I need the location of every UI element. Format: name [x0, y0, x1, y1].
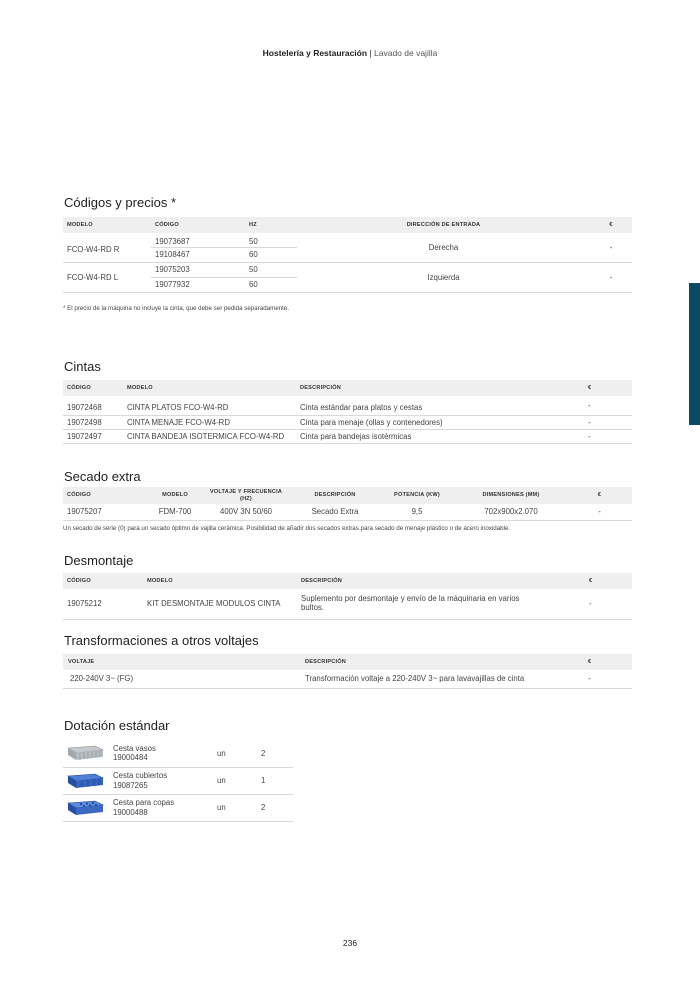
- item-qty: 2: [259, 740, 293, 767]
- table-row: [63, 396, 632, 415]
- direccion-cell: Derecha: [297, 233, 590, 262]
- col-header: €: [585, 573, 632, 589]
- col-header: DESCRIPCIÓN: [297, 573, 585, 589]
- table-row: [63, 233, 632, 247]
- voltaje-cell: 400V 3N 50/60: [201, 504, 291, 520]
- item-code: 19087265: [113, 780, 148, 790]
- price-cell: -: [584, 670, 632, 688]
- table-row: [63, 767, 293, 794]
- price-cell: -: [590, 262, 632, 292]
- col-header: DIMENSIONES (MM): [455, 487, 567, 504]
- col-header: VOLTAJE: [63, 654, 301, 670]
- modelo-cell: FDM-700: [149, 504, 201, 520]
- transformaciones-table: [63, 654, 632, 689]
- item-unit: un: [215, 794, 259, 821]
- item-unit: un: [215, 740, 259, 767]
- hz-cell: 50: [245, 262, 297, 277]
- cintas-table: [63, 380, 632, 444]
- dotacion-table: [63, 740, 293, 822]
- table-row: [63, 794, 293, 821]
- codigo-cell: 19108467: [151, 247, 245, 262]
- col-header: CÓDIGO: [63, 380, 123, 396]
- descripcion-cell: Secado Extra: [291, 504, 379, 520]
- modelo-cell: KIT DESMONTAJE MODULOS CINTA: [143, 589, 297, 619]
- hz-cell: 60: [245, 277, 297, 292]
- table-row: [63, 415, 632, 429]
- blue-basket-icon: [63, 794, 111, 821]
- item-qty: 2: [259, 794, 293, 821]
- table-row: [63, 429, 632, 443]
- item-name: Cesta vasos: [113, 743, 156, 753]
- descripcion-cell: Cinta estándar para platos y cestas: [296, 396, 584, 415]
- col-header: €: [567, 487, 632, 504]
- codigo-cell: 19072468: [63, 396, 123, 415]
- modelo-cell: CINTA MENAJE FCO-W4-RD: [123, 415, 296, 429]
- table-header-row: [63, 654, 632, 670]
- secado-table: [63, 487, 632, 521]
- codigo-cell: 19073687: [151, 233, 245, 247]
- item-name: Cesta para copas: [113, 797, 175, 807]
- codigo-cell: 19072497: [63, 429, 123, 443]
- transformaciones-title: Transformaciones a otros voltajes: [64, 633, 259, 648]
- item-code: 19000484: [113, 753, 148, 763]
- col-header: MODELO: [143, 573, 297, 589]
- hz-cell: 60: [245, 247, 297, 262]
- table-row: [63, 589, 632, 619]
- desmontaje-title: Desmontaje: [64, 553, 134, 568]
- page-number: 236: [342, 938, 358, 948]
- descripcion-cell: Cinta para bandejas isotérmicas: [296, 429, 584, 443]
- codigos-table: [63, 217, 632, 293]
- col-header: CÓDIGO: [63, 573, 143, 589]
- item-name: Cesta cubiertos: [113, 770, 168, 780]
- col-header: VOLTAJE Y FRECUENCIA (HZ): [201, 487, 291, 504]
- table-row: [63, 740, 293, 767]
- col-header: MODELO: [123, 380, 296, 396]
- codigo-cell: 19075203: [151, 262, 245, 277]
- blue-basket-icon: [63, 767, 111, 794]
- header-section: Hostelería y Restauración: [262, 48, 368, 58]
- secado-title: Secado extra: [64, 469, 141, 484]
- col-header: DESCRIPCIÓN: [291, 487, 379, 504]
- col-header: DIRECCIÓN DE ENTRADA: [297, 217, 590, 233]
- col-header: €: [590, 217, 632, 233]
- modelo-cell: FCO-W4-RD R: [63, 233, 151, 262]
- table-row: [63, 504, 632, 520]
- col-header: CÓDIGO: [151, 217, 245, 233]
- col-header: DESCRIPCIÓN: [301, 654, 584, 670]
- price-cell: -: [584, 429, 632, 443]
- item-qty: 1: [259, 767, 293, 794]
- table-row: [63, 670, 632, 688]
- table-header-row: [63, 487, 632, 504]
- col-header: €: [584, 380, 632, 396]
- price-cell: -: [584, 415, 632, 429]
- price-cell: -: [590, 233, 632, 262]
- codigo-cell: 19075212: [63, 589, 143, 619]
- col-header: MODELO: [149, 487, 201, 504]
- codigo-cell: 19075207: [63, 504, 149, 520]
- descripcion-cell: Cinta para menaje (ollas y contenedores): [296, 415, 584, 429]
- codigo-cell: 19077932: [151, 277, 245, 292]
- item-name-cell: [111, 767, 215, 794]
- modelo-cell: FCO-W4-RD L: [63, 262, 151, 292]
- descripcion-cell: Transformación voltaje a 220-240V 3~ para lavavajillas de cinta: [301, 670, 584, 688]
- dimensiones-cell: 702x900x2.070: [455, 504, 567, 520]
- section-side-tab: [689, 283, 700, 425]
- page-header: [0, 48, 700, 58]
- table-header-row: [63, 217, 632, 233]
- table-row: [63, 262, 632, 277]
- price-cell: -: [585, 589, 632, 619]
- potencia-cell: 9,5: [379, 504, 455, 520]
- item-name-cell: [111, 740, 215, 767]
- table-header-row: [63, 573, 632, 589]
- col-header: DESCRIPCIÓN: [296, 380, 584, 396]
- direccion-cell: Izquierda: [297, 262, 590, 292]
- header-separator: |: [369, 48, 372, 58]
- codigo-cell: 19072498: [63, 415, 123, 429]
- item-name-cell: [111, 794, 215, 821]
- cintas-title: Cintas: [64, 359, 101, 374]
- col-header: MODELO: [63, 217, 151, 233]
- col-header: HZ: [245, 217, 297, 233]
- item-code: 19000488: [113, 807, 148, 817]
- hz-cell: 50: [245, 233, 297, 247]
- item-unit: un: [215, 767, 259, 794]
- secado-note: Un secado de serie (0) para un secado óptimo de vajilla cerámica. Posibilidad de añadir dos secados extras para secado de menaje plástico o de acero inoxidable.: [63, 525, 511, 532]
- codigos-note: * El precio de la máquina no incluye la cinta, que debe ser pedida separadamente.: [63, 305, 289, 312]
- descripcion-cell: Suplemento por desmontaje y envío de la máquinaria en varios bultos.: [297, 589, 585, 619]
- desmontaje-table: [63, 573, 632, 620]
- col-header: €: [584, 654, 632, 670]
- col-header: POTENCIA (KW): [379, 487, 455, 504]
- header-subsection: Lavado de vajilla: [374, 48, 438, 58]
- dotacion-title: Dotación estándar: [64, 718, 170, 733]
- codigos-title: Códigos y precios *: [64, 195, 176, 210]
- voltaje-cell: 220-240V 3~ (FG): [63, 670, 301, 688]
- price-cell: -: [584, 396, 632, 415]
- price-cell: -: [567, 504, 632, 520]
- table-header-row: [63, 380, 632, 396]
- modelo-cell: CINTA PLATOS FCO-W4-RD: [123, 396, 296, 415]
- col-header: CÓDIGO: [63, 487, 149, 504]
- modelo-cell: CINTA BANDEJA ISOTERMICA FCO-W4-RD: [123, 429, 296, 443]
- grey-basket-icon: [63, 740, 111, 767]
